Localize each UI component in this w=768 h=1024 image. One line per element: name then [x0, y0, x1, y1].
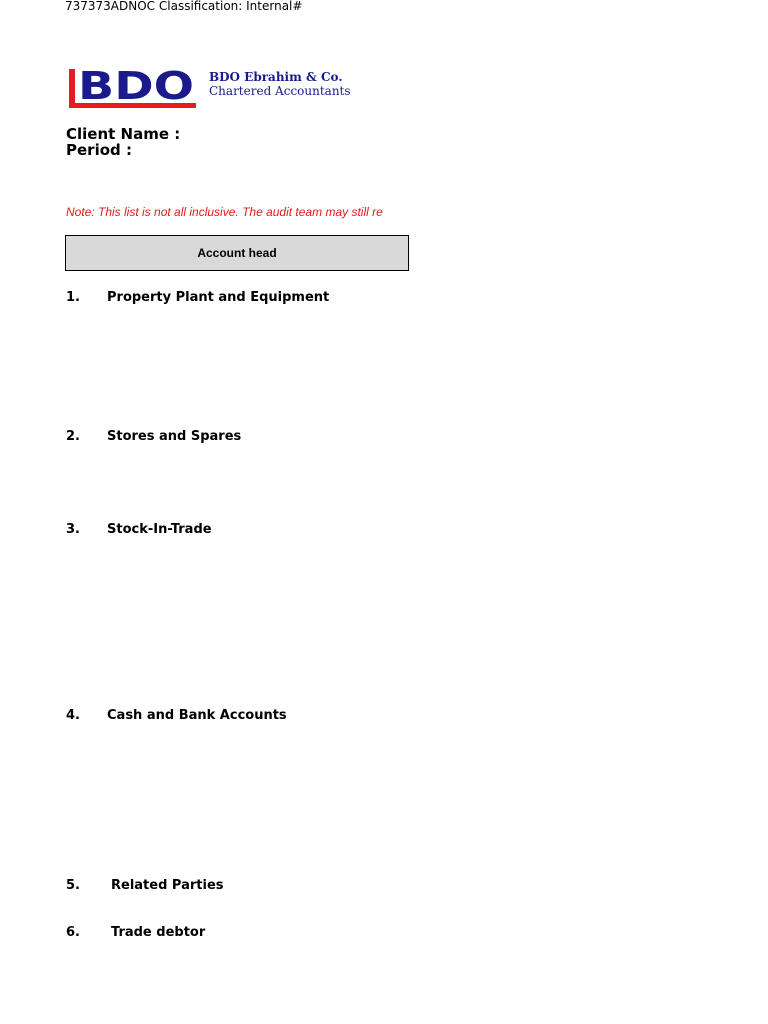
firm-name: BDO Ebrahim & Co. — [209, 70, 343, 84]
client-name-label: Client Name : — [66, 125, 181, 143]
item-number: 1. — [66, 290, 80, 305]
bdo-logo — [69, 66, 196, 109]
list-item — [0, 879, 768, 895]
list-item — [0, 523, 768, 539]
disclaimer-note: Note: This list is not all inclusive. The audit team may still re — [66, 205, 383, 219]
item-number: 4. — [66, 708, 80, 723]
firm-subtitle: Chartered Accountants — [209, 84, 351, 98]
list-item — [0, 430, 768, 446]
item-label: Property Plant and Equipment — [107, 290, 330, 305]
item-label: Related Parties — [111, 878, 224, 893]
item-label: Cash and Bank Accounts — [107, 708, 287, 723]
item-number: 5. — [66, 878, 80, 893]
item-label: Trade debtor — [111, 925, 206, 940]
list-item — [0, 709, 768, 725]
logo-red-bar — [69, 69, 75, 107]
list-item — [0, 926, 768, 942]
item-number: 6. — [66, 925, 80, 940]
account-head-header — [65, 235, 409, 271]
logo-text: BDO — [78, 66, 194, 108]
item-label: Stores and Spares — [107, 429, 242, 444]
classification-header: 737373ADNOC Classification: Internal# — [65, 0, 303, 13]
item-number: 3. — [66, 522, 80, 537]
item-number: 2. — [66, 429, 80, 444]
period-label: Period : — [66, 141, 132, 159]
account-head-label: Account head — [197, 246, 277, 260]
list-item — [0, 291, 768, 307]
item-label: Stock-In-Trade — [107, 522, 212, 537]
